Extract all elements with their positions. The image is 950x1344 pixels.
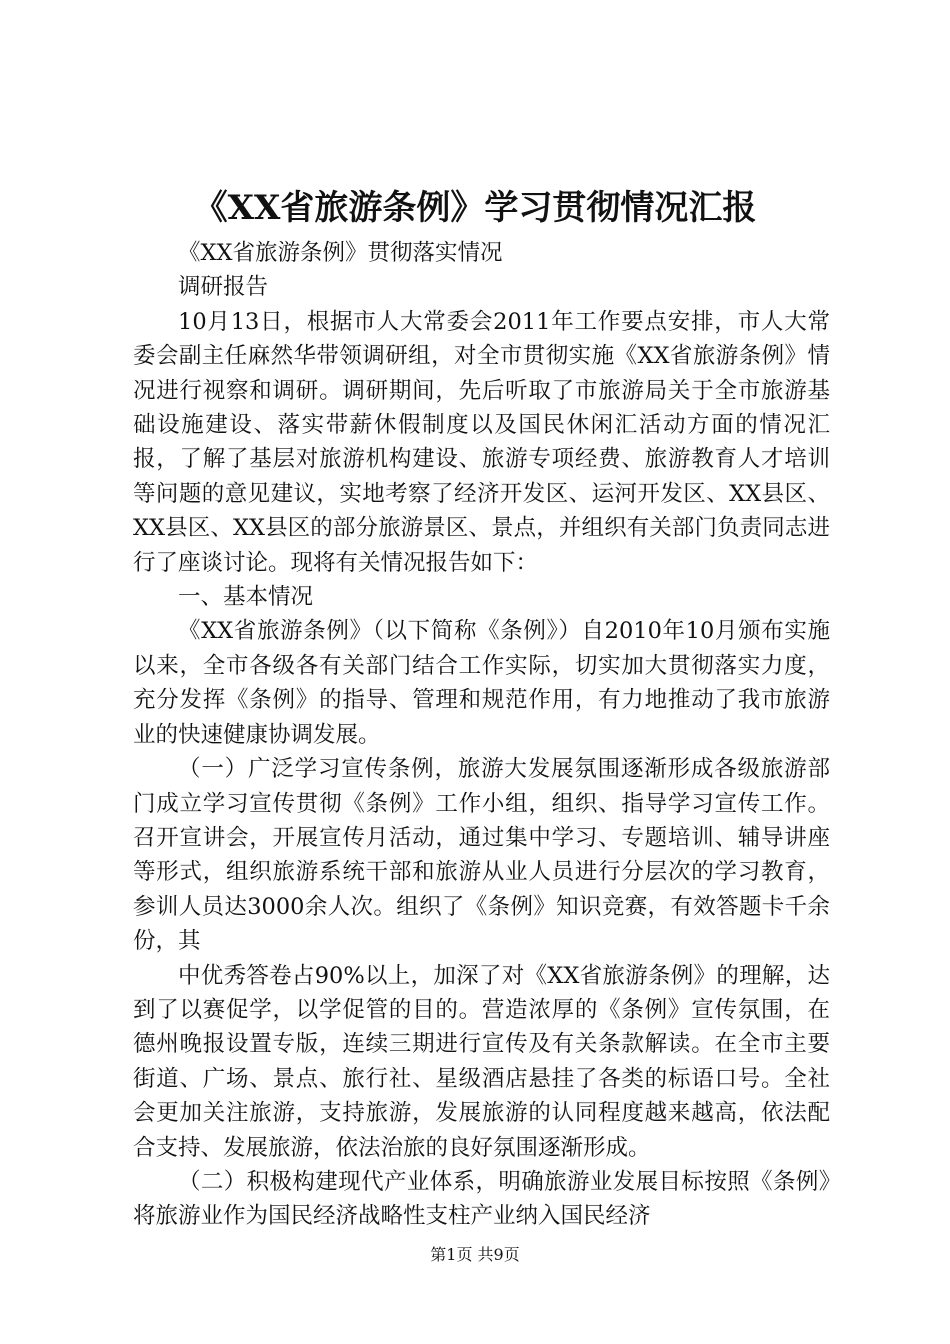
paragraph-item-1-cont: 中优秀答卷占90%以上，加深了对《XX省旅游条例》的理解，达到了以赛促学，以学促管的目的。营造浓厚的《条例》宣传氛围，在德州晚报设置专版，连续三期进行宣传及有关条款解读。在全市主要街道、广场、景点、旅行社、星级酒店悬挂了各类的标语口号。全社会更加关注旅游，支持旅游，发展旅游的认同程度越来越高，依法配合支持、发展旅游，依法治旅的良好氛围逐渐形成。 <box>133 962 830 1161</box>
document-title: 《XX省旅游条例》学习贯彻情况汇报 <box>193 188 757 228</box>
section-heading: 一、基本情况 <box>178 584 314 611</box>
paragraph-item-2: （二）积极构建现代产业体系，明确旅游业发展目标按照《条例》将旅游业作为国民经济战略性支柱产业纳入国民经济 <box>133 1168 830 1230</box>
document-body <box>133 236 830 1234</box>
page-number-footer: 第1页 共9页 <box>430 1245 520 1264</box>
subtitle-line-2: 调研报告 <box>178 274 269 301</box>
paragraph-intro: 10月13日，根据市人大常委会2011年工作要点安排，市人大常委会副主任麻然华带领调研组，对全市贯彻实施《XX省旅游条例》情况进行视察和调研。调研期间，先后听取了市旅游局关于全市旅游基础设施建设、落实带薪休假制度以及国民休闲汇活动方面的情况汇报，了解了基层对旅游机构建设、旅游专项经费、旅游教育人才培训等问题的意见建议，实地考察了经济开发区、运河开发区、XX县区、XX县区、XX县区的部分旅游景区、景点，并组织有关部门负责同志进行了座谈讨论。现将有关情况报告如下： <box>133 308 830 576</box>
paragraph-overview: 《XX省旅游条例》（以下简称《条例》）自2010年10月颁布实施以来，全市各级各有关部门结合工作实际，切实加大贯彻落实力度，充分发挥《条例》的指导、管理和规范作用，有力地推动了我市旅游业的快速健康协调发展。 <box>133 618 830 748</box>
paragraph-item-1: （一）广泛学习宣传条例，旅游大发展氛围逐渐形成各级旅游部门成立学习宣传贯彻《条例》工作小组，组织、指导学习宣传工作。召开宣讲会，开展宣传月活动，通过集中学习、专题培训、辅导讲座等形式，组织旅游系统干部和旅游从业人员进行分层次的学习教育，参训人员达3000余人次。组织了《条例》知识竞赛，有效答题卡千余份，其 <box>133 756 830 955</box>
subtitle-line: 《XX省旅游条例》贯彻落实情况 <box>178 240 503 266</box>
